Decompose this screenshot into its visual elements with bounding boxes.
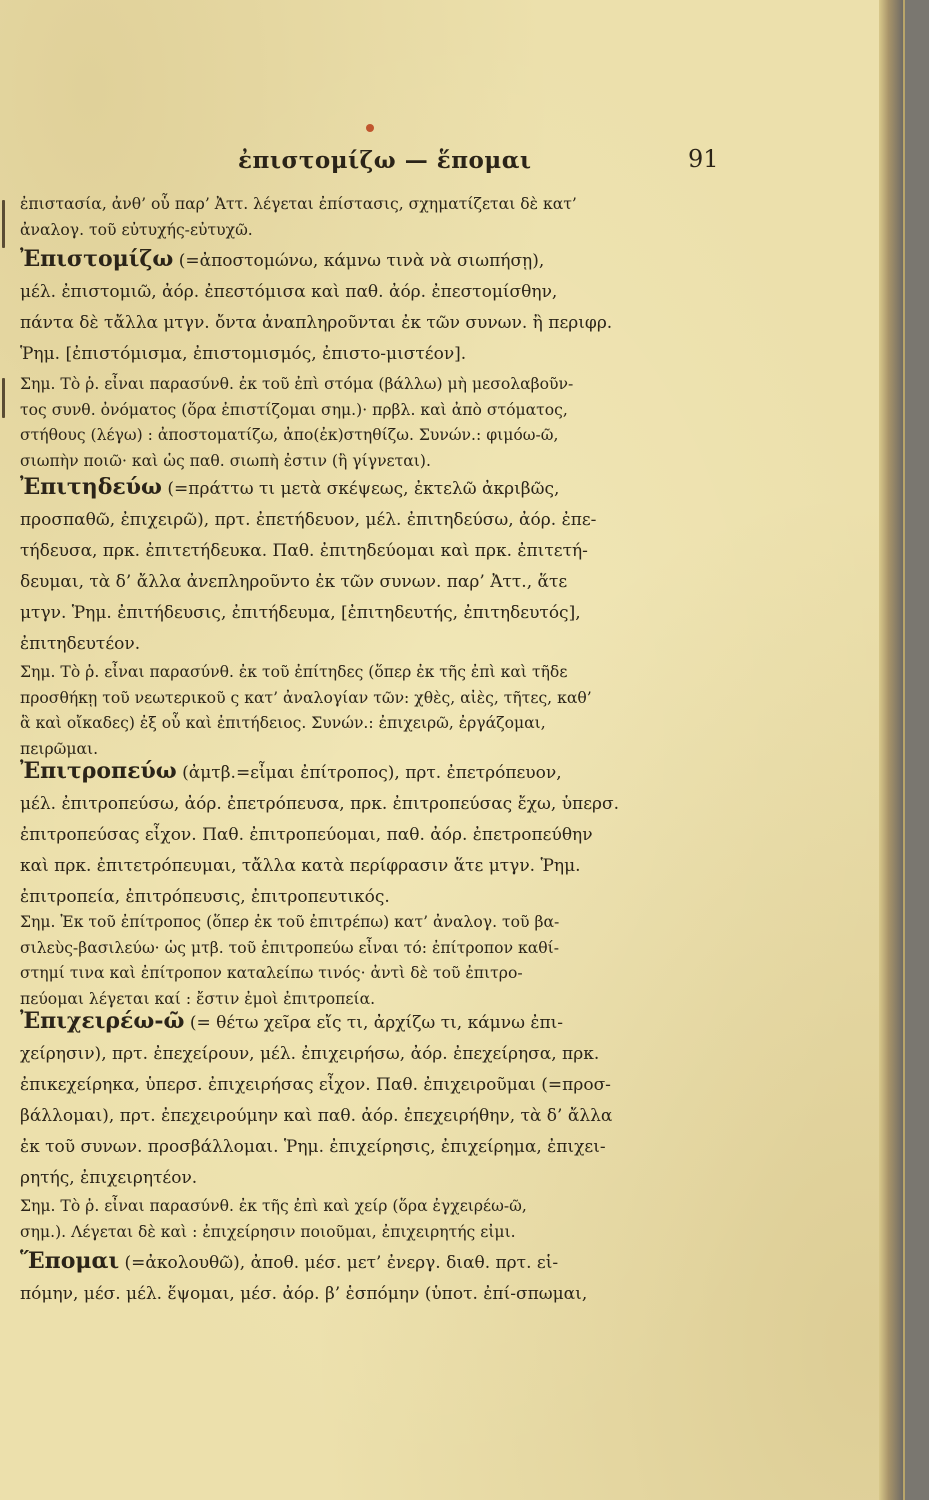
margin-mark [2, 378, 5, 418]
entry-epitropeuo [20, 756, 736, 913]
text-line: Σημ. Ἐκ τοῦ ἐπίτροπος (ὅπερ ἐκ τοῦ ἐπιτρέπω) κατ’ ἀναλογ. τοῦ βα- [20, 913, 560, 931]
note-epitropeuo [20, 910, 736, 1012]
text-line: Σημ. Τὸ ῥ. εἶναι παρασύνθ. ἐκ τῆς ἐπὶ καὶ χείρ (ὅρα ἐγχειρέω-ῶ, [20, 1197, 527, 1215]
page-number: 91 [688, 145, 719, 173]
text-line: ἐπιτροπεύσας εἶχον. Παθ. ἐπιτροπεύομαι, παθ. ἀόρ. ἐπετροπεύθην [20, 825, 593, 845]
text-line: σιλεὺς-βασιλεύω· ὡς μτβ. τοῦ ἐπιτροπεύω εἶναι τό: ἐπίτροπον καθί- [20, 938, 560, 957]
text-line: (=ἀκολουθῶ), ἀποθ. μέσ. μετ’ ἐνεργ. διαθ. πρτ. εἱ- [124, 1253, 559, 1273]
text-line: ἐπιτροπεία, ἐπιτρόπευσις, ἐπιτροπευτικός. [20, 887, 390, 907]
text-line: στήθους (λέγω) : ἀποστοματίζω, ἀπο(ἐκ)στηθίζω. Συνών.: φιμόω-ῶ, [20, 426, 559, 444]
note-epistomizo [20, 372, 736, 474]
text-line: πάντα δὲ τἄλλα μτγν. ὄντα ἀναπληροῦνται ἐκ τῶν συνων. ἢ περιφρ. [20, 313, 613, 333]
text-line: μέλ. ἐπιτροπεύσω, ἀόρ. ἐπετρόπευσα, πρκ. ἐπιτροπεύσας ἔχω, ὑπερσ. [20, 794, 620, 814]
entry-headword: Ἐπιτηδεύω [20, 474, 162, 500]
text-line: πόμην, μέσ. μέλ. ἕψομαι, μέσ. ἀόρ. β’ ἑσπόμην (ὑποτ. ἐπί-σπωμαι, [20, 1284, 588, 1304]
text-line: ἀναλογ. τοῦ εὐτυχής-εὐτυχῶ. [20, 220, 253, 239]
text-line: χείρησιν), πρτ. ἐπεχείρουν, μέλ. ἐπιχειρήσω, ἀόρ. ἐπεχείρησα, πρκ. [20, 1044, 600, 1064]
text-line: πειρῶμαι. [20, 739, 99, 758]
text-line: σιωπὴν ποιῶ· καὶ ὡς παθ. σιωπὴ ἐστιν (ἢ γίγνεται). [20, 451, 431, 470]
text-line: Σημ. Τὸ ῥ. εἶναι παρασύνθ. ἐκ τοῦ ἐπὶ στόμα (βάλλω) μὴ μεσολαβοῦν- [20, 375, 574, 393]
text-line: ἐπιστασία, ἀνθ’ οὗ παρ’ Ἀττ. λέγεται ἐπίστασις, σχηματίζεται δὲ κατ’ [20, 195, 577, 213]
text-line: βάλλομαι), πρτ. ἐπεχειρούμην καὶ παθ. ἀόρ. ἐπεχειρήθην, τὰ δ’ ἄλλα [20, 1106, 613, 1126]
intro-continuation [20, 192, 736, 243]
entry-epistomizo [20, 244, 736, 370]
entry-epitedeuo [20, 472, 736, 660]
text-line: προσπαθῶ, ἐπιχειρῶ), πρτ. ἐπετήδευον, μέλ. ἐπιτηδεύσω, ἀόρ. ἐπε- [20, 510, 597, 530]
text-line: τος συνθ. ὀνόματος (ὅρα ἐπιστίζομαι σημ.)· πρβλ. καὶ ἀπὸ στόματος, [20, 400, 568, 419]
note-epicheireo [20, 1194, 736, 1245]
text-line: ἐπικεχείρηκα, ὑπερσ. ἐπιχειρήσας εἶχον. Παθ. ἐπιχειροῦμαι (=προσ- [20, 1075, 611, 1095]
text-line: τήδευσα, πρκ. ἐπιτετήδευκα. Παθ. ἐπιτηδεύομαι καὶ πρκ. ἐπιτετή- [20, 541, 588, 561]
entry-headword: Ἐπιτροπεύω [20, 758, 177, 784]
text-line: καὶ πρκ. ἐπιτετρόπευμαι, τἄλλα κατὰ περίφρασιν ἅτε μτγν. Ῥημ. [20, 856, 581, 876]
text-line: Σημ. Τὸ ῥ. εἶναι παρασύνθ. ἐκ τοῦ ἐπίτηδες (ὅπερ ἐκ τῆς ἐπὶ καὶ τῆδε [20, 663, 568, 681]
entry-headword: Ἐπιχειρέω-ῶ [20, 1008, 185, 1034]
entry-hepomai [20, 1246, 736, 1310]
text-line: (=ἀποστομώνω, κάμνω τινὰ νὰ σιωπήσῃ), [178, 251, 545, 271]
text-line: (=πράττω τι μετὰ σκέψεως, ἐκτελῶ ἀκριβῶς, [167, 479, 560, 499]
text-line: μτγν. Ῥημ. ἐπιτήδευσις, ἐπιτήδευμα, [ἐπιτηδευτής, ἐπιτηδευτός], [20, 603, 581, 623]
text-line: Ῥημ. [ἐπιστόμισμα, ἐπιστομισμός, ἐπιστο-μιστέον]. [20, 344, 467, 364]
entry-headword: Ἐπιστομίζω [20, 246, 174, 272]
entry-epicheireo [20, 1006, 736, 1194]
margin-mark [2, 200, 5, 248]
text-line: προσθήκῃ τοῦ νεωτερικοῦ ς κατ’ ἀναλογίαν τῶν: χθὲς, αἰὲς, τῆτες, καθ’ [20, 688, 592, 707]
text-line: (ἀμτβ.=εἶμαι ἐπίτροπος), πρτ. ἐπετρόπευον, [182, 763, 562, 783]
text-line: μέλ. ἐπιστομιῶ, ἀόρ. ἐπεστόμισα καὶ παθ. ἀόρ. ἐπεστομίσθην, [20, 282, 558, 302]
text-line: ἐκ τοῦ συνων. προσβάλλομαι. Ῥημ. ἐπιχείρησις, ἐπιχείρημα, ἐπιχει- [20, 1137, 606, 1157]
note-epitedeuo [20, 660, 736, 762]
running-head: ἐπιστομίζω — ἕπομαι [238, 147, 532, 174]
text-line: ἃ καὶ οἴκαδες) ἐξ οὗ καὶ ἐπιτήδειος. Συνών.: ἐπιχειρῶ, ἐργάζομαι, [20, 714, 546, 732]
text-line: (= θέτω χεῖρα εἴς τι, ἀρχίζω τι, κάμνω ἐπι- [189, 1013, 564, 1033]
text-line: δευμαι, τὰ δ’ ἄλλα ἀνεπληροῦντο ἐκ τῶν συνων. παρ’ Ἀττ., ἅτε [20, 572, 568, 592]
text-line: ρητής, ἐπιχειρητέον. [20, 1168, 198, 1188]
text-line: στημί τινα καὶ ἐπίτροπον καταλείπω τινός· ἀντὶ δὲ τοῦ ἐπιτρο- [20, 964, 523, 982]
entry-headword: Ἕπομαι [20, 1248, 120, 1274]
text-line: σημ.). Λέγεται δὲ καὶ : ἐπιχείρησιν ποιοῦμαι, ἐπιχειρητής εἰμι. [20, 1222, 516, 1241]
ink-spot [366, 124, 374, 132]
text-line: πεύομαι λέγεται καί : ἔστιν ἐμοὶ ἐπιτροπεία. [20, 989, 376, 1008]
text-line: ἐπιτηδευτέον. [20, 634, 141, 654]
page-edge [879, 0, 903, 1500]
